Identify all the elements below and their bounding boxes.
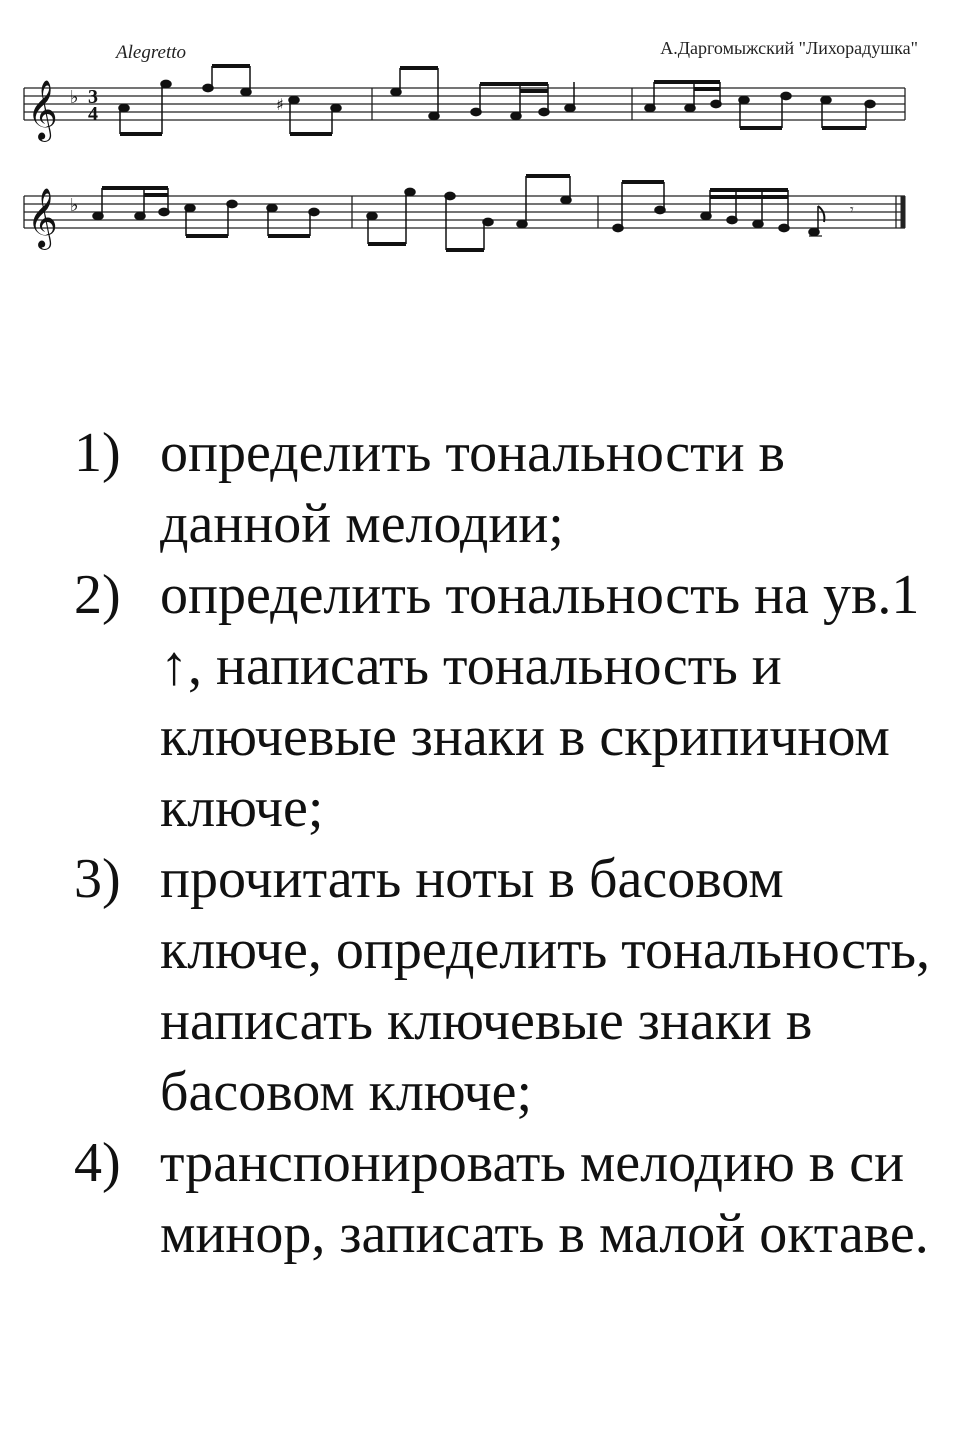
- time-signature-top: 3: [88, 86, 98, 108]
- music-staves: [0, 0, 962, 270]
- task-item: [74, 1128, 944, 1270]
- task-number: 2): [74, 564, 121, 626]
- staff-1: [24, 88, 905, 120]
- treble-clef-icon: 𝄞: [27, 80, 58, 140]
- treble-clef-icon: 𝄞: [27, 188, 58, 248]
- task-text: определить тональности в данной мелодии;: [160, 422, 785, 555]
- task-text: транспонировать мелодию в си минор, записать в малой октаве.: [160, 1132, 929, 1265]
- time-signature-bottom: 4: [88, 103, 98, 125]
- svg-text:♯: ♯: [276, 95, 284, 114]
- task-list: [74, 418, 944, 1270]
- notes-system-1: [119, 66, 875, 134]
- tempo-marking: Alegretto: [116, 42, 186, 63]
- flat-icon: ♭: [70, 87, 79, 108]
- task-item: [74, 844, 944, 1128]
- notes-system-2: [93, 176, 854, 250]
- flat-icon: ♭: [70, 195, 79, 216]
- composer-title: А.Даргомыжский "Лихорадушка": [660, 38, 918, 58]
- task-text: прочитать ноты в басовом ключе, определить тональность, написать ключевые знаки в басовом ключе;: [160, 848, 930, 1123]
- task-item: [74, 560, 944, 844]
- svg-text:𝄾: 𝄾: [850, 202, 854, 218]
- task-item: [74, 418, 944, 560]
- staff-2: [24, 196, 905, 228]
- task-number: 4): [74, 1132, 121, 1194]
- task-number: 3): [74, 848, 121, 910]
- task-text: определить тональность на ув.1 ↑, написать тональность и ключевые знаки в скрипичном ключе;: [160, 564, 920, 839]
- task-number: 1): [74, 422, 121, 484]
